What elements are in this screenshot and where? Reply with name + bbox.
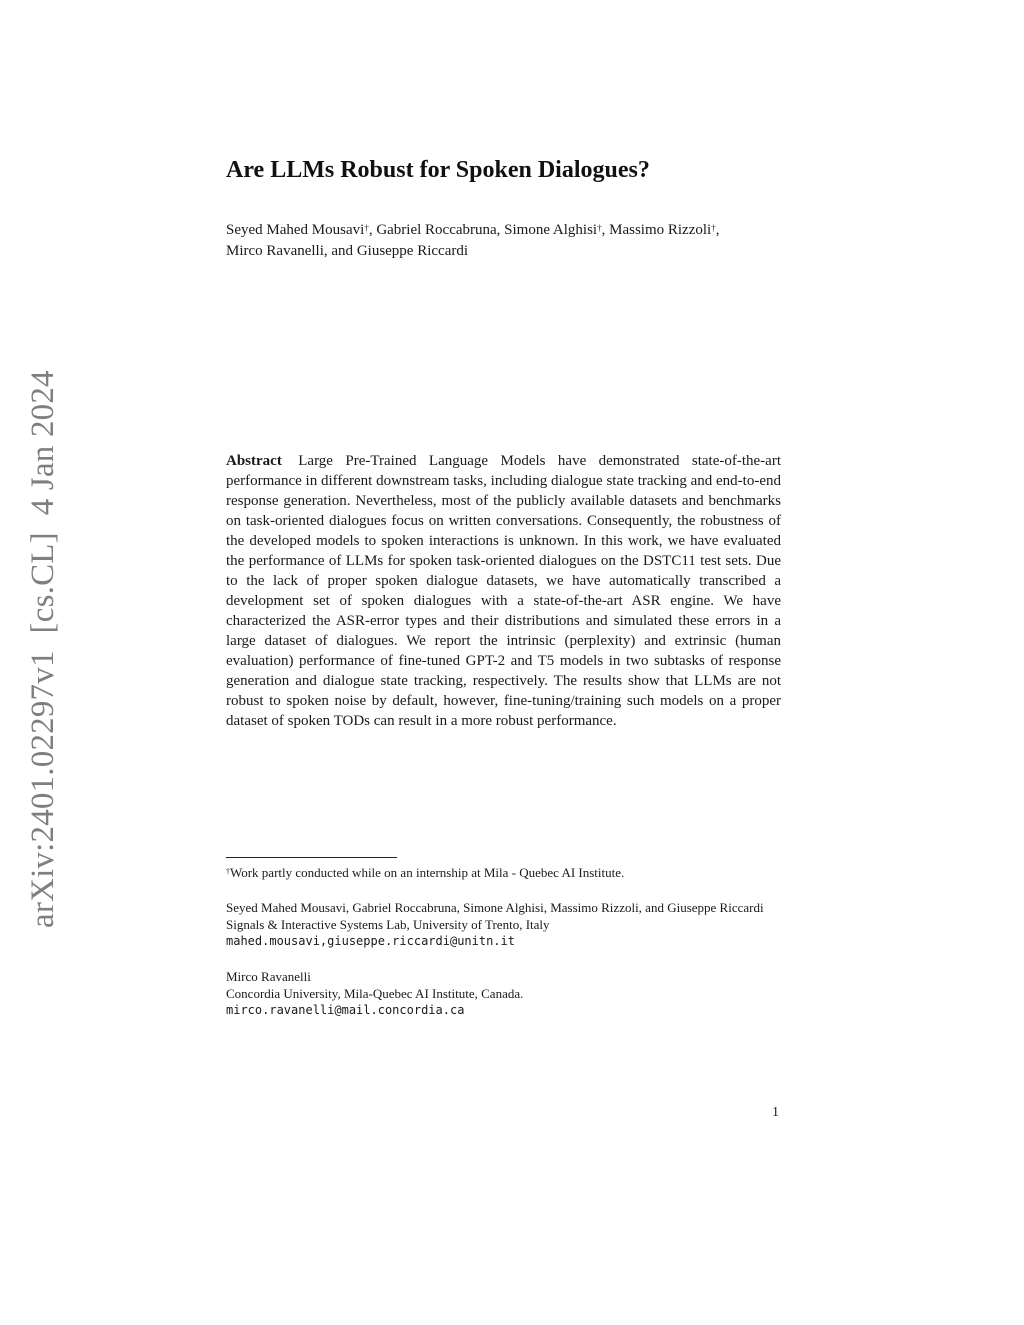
author-4: Massimo Rizzoli <box>609 222 712 238</box>
arxiv-id: arXiv:2401.02297v1 <box>25 650 61 928</box>
author-5: Mirco Ravanelli <box>226 243 324 259</box>
affiliation-authors: Seyed Mahed Mousavi, Gabriel Roccabruna, Simone Alghisi, Massimo Rizzoli, and Giuseppe Riccardi <box>226 900 764 915</box>
author-3: Simone Alghisi <box>504 222 598 238</box>
affiliation-block <box>226 899 781 950</box>
abstract-body: Large Pre-Trained Language Models have demonstrated state-of-the-art performance in different downstream tasks, including dialogue state tracking and end-to-end response generation. Nevertheless, most of the publicly available datasets and benchmarks on task-oriented dialogues focus on written conversations. Consequently, the robustness of the developed models to spoken interactions is unknown. In this work, we have evaluated the performance of LLMs for spoken task-oriented dialogues on the DSTC11 test sets. Due to the lack of proper spoken dialogue datasets, we have automatically transcribed a development set of spoken dialogues with a state-of-the-art ASR engine. We have characterized the ASR-error types and their distributions and simulated these errors in a large dataset of dialogues. We report the intrinsic (perplexity) and extrinsic (human evaluation) performance of fine-tuned GPT-2 and T5 models in two subtasks of response generation and dialogue state tracking, respectively. The results show that LLMs are not robust to spoken noise by default, however, fine-tuning/training such models on a proper dataset of spoken TODs can result in a more robust performance. <box>226 453 782 729</box>
author-1: Seyed Mahed Mousavi <box>226 222 365 238</box>
footnote-divider <box>226 857 397 858</box>
affiliation-institution: Signals & Interactive Systems Lab, University of Trento, Italy <box>226 917 550 932</box>
page-number: 1 <box>772 1105 779 1120</box>
author-list: Seyed Mahed Mousavi†, Gabriel Roccabruna, Simone Alghisi†, Massimo Rizzoli†, Mirco Ravanelli, and Giuseppe Riccardi <box>226 222 720 259</box>
affiliation-email[interactable]: mahed.mousavi,giuseppe.riccardi@unitn.it <box>226 934 515 948</box>
affiliation-email[interactable]: mirco.ravanelli@mail.concordia.ca <box>226 1003 465 1017</box>
internship-footnote <box>226 864 781 881</box>
dagger-mark: † <box>711 223 716 233</box>
footnote-dagger: † <box>226 867 230 876</box>
abstract <box>226 451 781 731</box>
affiliation-authors: Mirco Ravanelli <box>226 969 311 984</box>
affiliation-institution: Concordia University, Mila-Quebec AI Institute, Canada. <box>226 986 524 1001</box>
dagger-mark: † <box>597 223 602 233</box>
abstract-heading: Abstract <box>226 453 282 469</box>
dagger-mark: † <box>364 223 369 233</box>
author-2: Gabriel Roccabruna <box>376 222 497 238</box>
affiliation-block <box>226 968 781 1019</box>
paper-title: Are LLMs Robust for Spoken Dialogues? <box>226 157 650 183</box>
arxiv-category: [cs.CL] <box>25 532 61 634</box>
footnote-text: Work partly conducted while on an internship at Mila - Quebec AI Institute. <box>230 865 625 880</box>
author-6: Giuseppe Riccardi <box>356 243 469 259</box>
footnotes <box>226 864 781 1037</box>
arxiv-identifier-stamp <box>21 368 65 928</box>
arxiv-date: 4 Jan 2024 <box>25 370 61 516</box>
